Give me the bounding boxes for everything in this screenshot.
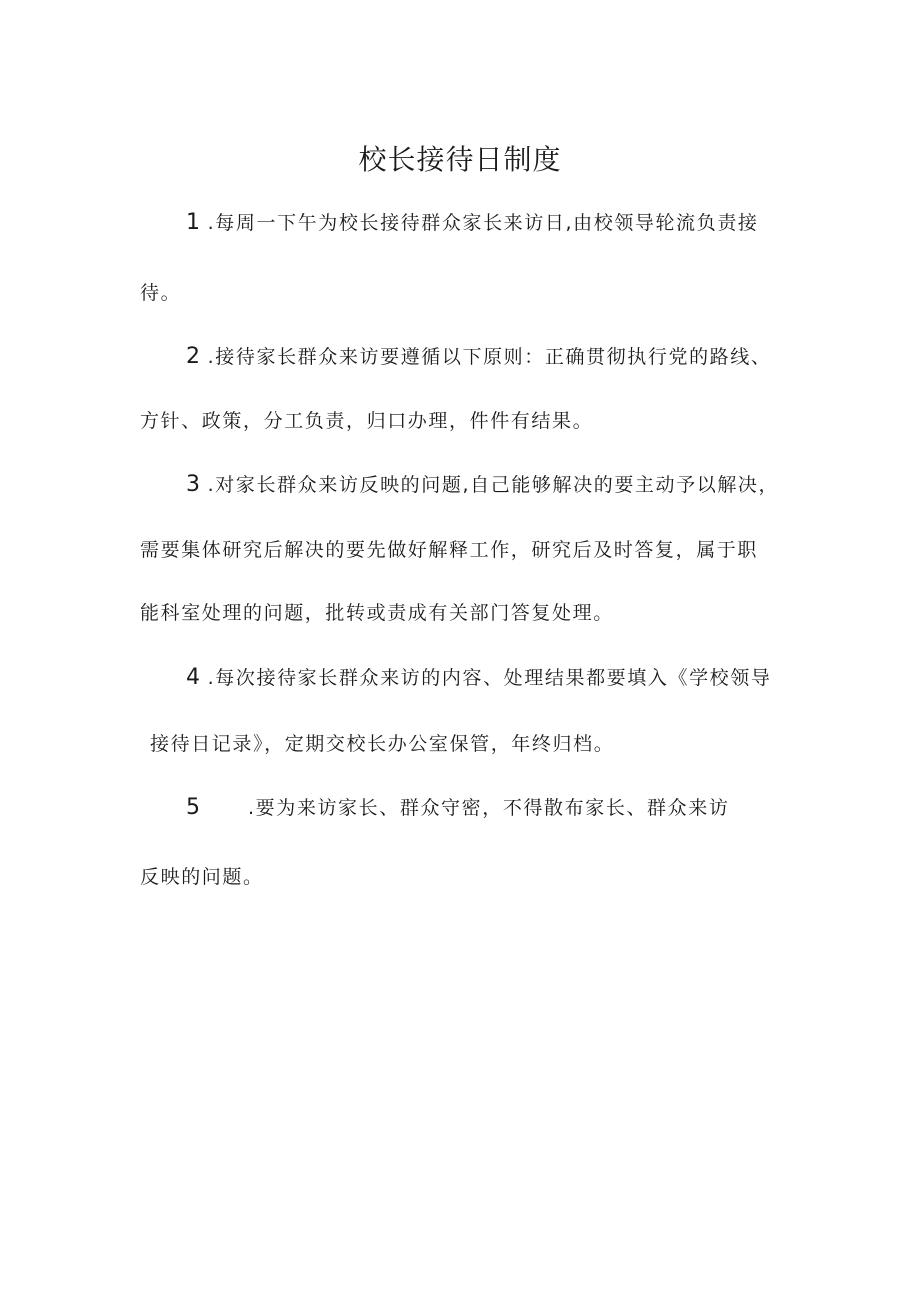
item-5-first-line: [186, 795, 729, 821]
item-1-text-line-2: 待。: [140, 282, 182, 304]
item-3-text-line-2: 需要集体研究后解决的要先做好解释工作，研究后及时答复，属于职: [140, 539, 759, 561]
item-1-text-line-1: .每周一下午为校长接待群众家长来访日,由校领导轮流负责接: [200, 212, 759, 234]
document-title: 校长接待日制度: [358, 143, 562, 176]
item-4-first-line: [186, 665, 771, 691]
item-2-number: 2: [186, 344, 200, 369]
item-1-first-line: [186, 210, 759, 236]
item-2-first-line: [186, 344, 771, 370]
item-2-text-line-1: .接待家长群众来访要遵循以下原则：正确贯彻执行党的路线、: [200, 346, 772, 368]
item-5-number: 5: [186, 795, 200, 820]
item-1-number: 1: [186, 210, 200, 235]
item-3-text-line-1: .对家长群众来访反映的问题,自己能够解决的要主动予以解决，: [200, 474, 780, 496]
item-5-text-line-2: 反映的问题。: [140, 866, 264, 888]
item-4-number: 4: [186, 665, 200, 690]
item-3-text-line-3: 能科室处理的问题，批转或责成有关部门答复处理。: [140, 602, 614, 624]
item-2-text-line-2: 方针、政策，分工负责，归口办理，件件有结果。: [140, 410, 594, 432]
item-4-text-line-2: 接待日记录》，定期交校长办公室保管，年终归档。: [150, 733, 615, 755]
item-4-text-line-1: .每次接待家长群众来访的内容、处理结果都要填入《学校领导: [200, 667, 772, 689]
item-5-text-line-1: .要为来访家长、群众守密，不得散布家长、群众来访: [248, 797, 730, 819]
item-3-first-line: [186, 472, 779, 498]
item-3-number: 3: [186, 472, 200, 497]
